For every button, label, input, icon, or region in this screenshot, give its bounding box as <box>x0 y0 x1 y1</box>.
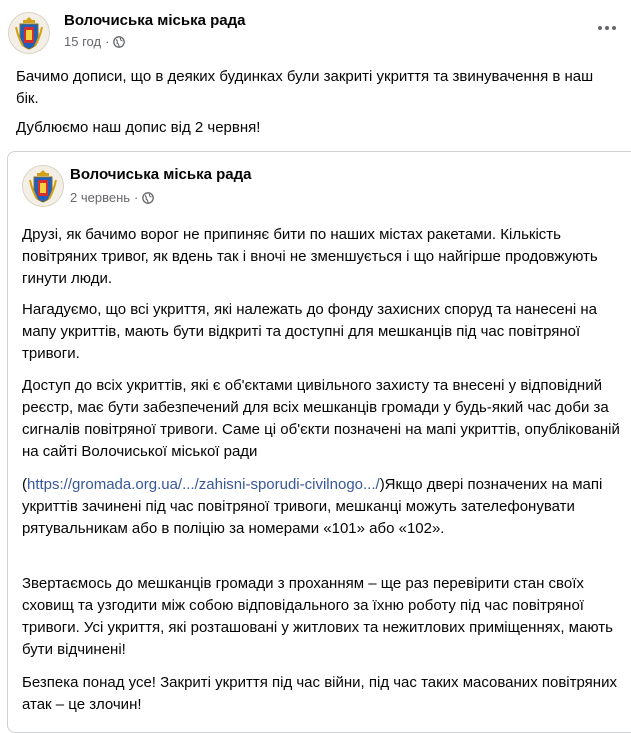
post-text-paragraph: Бачимо дописи, що в деяких будинках були закриті укриття та звинувачення в наш бік. <box>16 68 594 107</box>
post-text-paragraph: Дублюємо наш допис від 2 червня! <box>16 119 261 136</box>
meta-separator: · <box>134 190 139 205</box>
shared-post-meta <box>70 190 154 205</box>
shared-post-paragraph: Безпека понад усе! Закриті укриття під час війни, під час таких масованих повітряних атак – це злочин! <box>22 674 617 713</box>
page-name[interactable]: Волочиська міська рада <box>64 12 246 29</box>
link-open-paren: ( <box>22 476 27 493</box>
page-avatar[interactable] <box>8 12 50 54</box>
shared-post-paragraph: Доступ до всіх укриттів, які є об'єктами цивільного захисту та внесені у відповідний реєстр, має бути забезпечений для всіх мешканців громади у будь-який час доби за сигналів повітряної тривоги. Саме ці об'єкти позначені на мапі укриттів, опублікованій на сайті Волочиської міської ради <box>22 377 620 460</box>
post-time[interactable]: 15 год <box>64 34 102 49</box>
globe-icon[interactable] <box>113 36 125 48</box>
more-options-button[interactable] <box>593 18 621 38</box>
post-meta <box>64 34 125 49</box>
coat-of-arms-logo <box>23 166 63 206</box>
shared-page-avatar[interactable] <box>22 165 64 207</box>
shelters-map-link[interactable]: https://gromada.org.ua/.../zahisni-sporudi-civilnogo.../ <box>27 476 380 493</box>
meta-separator: · <box>105 34 110 49</box>
globe-icon[interactable] <box>142 192 154 204</box>
shared-page-name[interactable]: Волочиська міська рада <box>70 166 252 183</box>
coat-of-arms-logo <box>9 13 49 53</box>
more-options-icon <box>597 26 618 30</box>
shared-post-paragraph: Друзі, як бачимо ворог не припиняє бити по наших містах ракетами. Кількість повітряних тривог, як вдень так і вночі не зменшується і що найгірше продовжують гинути люди. <box>22 226 598 287</box>
shared-post-paragraph: Нагадуємо, що всі укриття, які належать до фонду захисних споруд та нанесені на мапу укриттів, мають бути відкриті та доступні для мешканців під час повітряної тривоги. <box>22 301 598 362</box>
shared-post-paragraph: Звертаємось до мешканців громади з проханням – ще раз перевірити стан своїх сховищ та узгодити між собою відповідального за їхню роботу під час повітряної тривоги. Усі укриття, які розташовані у житлових та нежитлових приміщеннях, мають бути відчинені! <box>22 575 613 658</box>
shared-post-paragraph <box>22 474 622 540</box>
paragraph-text: )Якщо двері позначених на мапі укриттів зачинені під час повітряної тривоги, мешканці можуть зателефонувати рятувальникам або в поліцію за номерами «101» або «102». <box>22 476 603 537</box>
post-header <box>0 0 631 62</box>
shared-post-time[interactable]: 2 червень <box>70 190 131 205</box>
